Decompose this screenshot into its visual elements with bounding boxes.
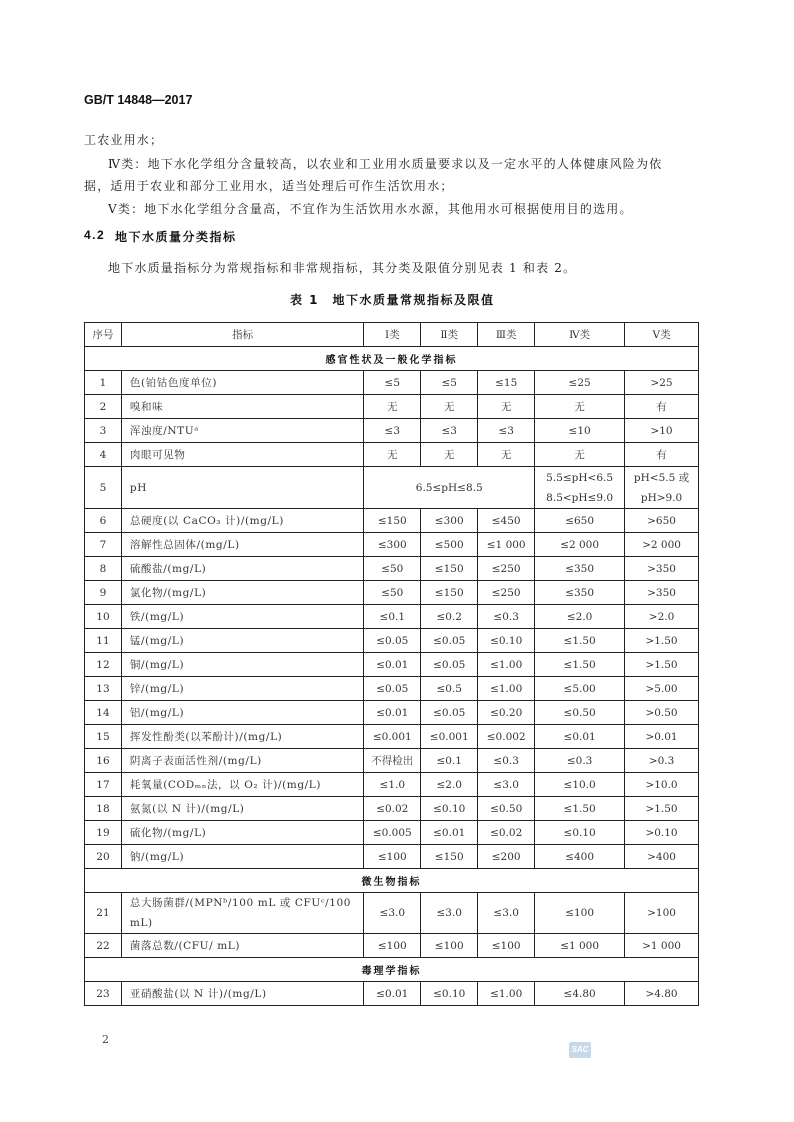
limit-value: ≤3 — [364, 419, 421, 443]
limit-value: ≤1.50 — [535, 653, 625, 677]
limit-value: 有 — [625, 395, 699, 419]
limit-value: ≤0.01 — [421, 821, 478, 845]
paragraph: 地下水质量指标分为常规指标和非常规指标，其分类及限值分别见表 1 和表 2。 — [108, 261, 577, 275]
indicator-name: 耗氧量(CODₘₙ法，以 O₂ 计)/(mg/L) — [121, 773, 363, 797]
table-row — [85, 934, 699, 958]
table-row — [85, 893, 699, 934]
limit-value: ≤0.05 — [421, 629, 478, 653]
indicator-name: 嗅和味 — [121, 395, 363, 419]
section-number: 4.2 — [84, 228, 106, 242]
indicator-name: 氯化物/(mg/L) — [121, 581, 363, 605]
row-number: 1 — [85, 371, 122, 395]
table-row — [85, 371, 699, 395]
limit-value: 5.5≤pH<6.5 8.5<pH≤9.0 — [535, 467, 625, 509]
table-row — [85, 467, 699, 509]
limit-value: ≤3.0 — [478, 893, 535, 934]
row-number: 8 — [85, 557, 122, 581]
limit-value: ≤0.005 — [364, 821, 421, 845]
limit-value: 无 — [478, 395, 535, 419]
indicator-name: 菌落总数/(CFU/ mL) — [121, 934, 363, 958]
limit-value: >2 000 — [625, 533, 699, 557]
limit-value: ≤2 000 — [535, 533, 625, 557]
table-row — [85, 557, 699, 581]
limit-value: ≤300 — [421, 509, 478, 533]
table-row — [85, 419, 699, 443]
indicator-name: 溶解性总固体/(mg/L) — [121, 533, 363, 557]
limit-value: ≤2.0 — [535, 605, 625, 629]
table-row — [85, 725, 699, 749]
limit-value: >350 — [625, 557, 699, 581]
limit-value: ≤0.001 — [364, 725, 421, 749]
limit-value: ≤10 — [535, 419, 625, 443]
limit-value: ≤1.00 — [478, 982, 535, 1006]
section-label: 感官性状及一般化学指标 — [85, 347, 699, 371]
limit-value: ≤0.5 — [421, 677, 478, 701]
limit-value: >25 — [625, 371, 699, 395]
table-row — [85, 533, 699, 557]
limit-value: ≤200 — [478, 845, 535, 869]
row-number: 3 — [85, 419, 122, 443]
limit-value: 有 — [625, 443, 699, 467]
limit-value: ≤0.50 — [535, 701, 625, 725]
column-header: Ⅴ类 — [625, 323, 699, 347]
limit-value: ≤350 — [535, 557, 625, 581]
limit-value: ≤150 — [421, 581, 478, 605]
indicator-name: 总大肠菌群/(MPNᵇ/100 mL 或 CFUᶜ/100 mL) — [121, 893, 363, 934]
limit-value: 无 — [421, 443, 478, 467]
indicator-name: 钠/(mg/L) — [121, 845, 363, 869]
section-label: 微生物指标 — [85, 869, 699, 893]
row-number: 21 — [85, 893, 122, 934]
limit-value: >4.80 — [625, 982, 699, 1006]
limit-value: ≤3.0 — [364, 893, 421, 934]
limit-value: ≤3.0 — [421, 893, 478, 934]
indicator-name: 总硬度(以 CaCO₃ 计)/(mg/L) — [121, 509, 363, 533]
limit-value: ≤10.0 — [535, 773, 625, 797]
row-number: 2 — [85, 395, 122, 419]
row-number: 10 — [85, 605, 122, 629]
limit-value: ≤50 — [364, 557, 421, 581]
row-number: 19 — [85, 821, 122, 845]
limit-value: >1.50 — [625, 797, 699, 821]
row-number: 5 — [85, 467, 122, 509]
limit-value: ≤1 000 — [478, 533, 535, 557]
limit-value: ≤300 — [364, 533, 421, 557]
indicator-name: 硫化物/(mg/L) — [121, 821, 363, 845]
limit-value: >10.0 — [625, 773, 699, 797]
limit-value: ≤150 — [364, 509, 421, 533]
row-number: 7 — [85, 533, 122, 557]
row-number: 23 — [85, 982, 122, 1006]
indicator-name: 铝/(mg/L) — [121, 701, 363, 725]
section-label: 毒理学指标 — [85, 958, 699, 982]
limit-value: >0.3 — [625, 749, 699, 773]
water-quality-table — [84, 322, 699, 1006]
indicator-name: 浑浊度/NTUᵃ — [121, 419, 363, 443]
limit-value: ≤0.05 — [421, 653, 478, 677]
indicator-name: 肉眼可见物 — [121, 443, 363, 467]
limit-value: >0.10 — [625, 821, 699, 845]
limit-value: ≤250 — [478, 557, 535, 581]
section-title: 地下水质量分类指标 — [115, 230, 237, 244]
limit-value: ≤5 — [364, 371, 421, 395]
limit-value: ≤0.3 — [535, 749, 625, 773]
paragraph: 据，适用于农业和部分工业用水，适当处理后可作生活饮用水； — [84, 179, 454, 193]
limit-value: ≤450 — [478, 509, 535, 533]
table-row — [85, 797, 699, 821]
column-header: Ⅰ类 — [364, 323, 421, 347]
limit-value: >400 — [625, 845, 699, 869]
limit-value: >2.0 — [625, 605, 699, 629]
row-number: 11 — [85, 629, 122, 653]
table-row — [85, 653, 699, 677]
limit-value: ≤0.05 — [364, 629, 421, 653]
row-number: 22 — [85, 934, 122, 958]
row-number: 14 — [85, 701, 122, 725]
row-number: 12 — [85, 653, 122, 677]
row-number: 6 — [85, 509, 122, 533]
limit-value: ≤1.50 — [535, 797, 625, 821]
limit-value: ≤0.2 — [421, 605, 478, 629]
limit-value: ≤3.0 — [478, 773, 535, 797]
limit-value: ≤650 — [535, 509, 625, 533]
table-row — [85, 677, 699, 701]
column-header: 序号 — [85, 323, 122, 347]
limit-value: ≤150 — [421, 557, 478, 581]
row-number: 13 — [85, 677, 122, 701]
sac-logo: SAC — [569, 1042, 591, 1058]
row-number: 18 — [85, 797, 122, 821]
limit-value: 无 — [478, 443, 535, 467]
row-number: 20 — [85, 845, 122, 869]
limit-value: >0.01 — [625, 725, 699, 749]
paragraph: Ⅴ类：地下水化学组分含量高，不宜作为生活饮用水水源，其他用水可根据使用目的选用。 — [108, 202, 633, 216]
indicator-name: 阴离子表面活性剂/(mg/L) — [121, 749, 363, 773]
limit-value: 6.5≤pH≤8.5 — [364, 467, 535, 509]
indicator-name: 锌/(mg/L) — [121, 677, 363, 701]
limit-value: >100 — [625, 893, 699, 934]
indicator-name: 挥发性酚类(以苯酚计)/(mg/L) — [121, 725, 363, 749]
limit-value: ≤400 — [535, 845, 625, 869]
limit-value: ≤0.10 — [421, 797, 478, 821]
limit-value: ≤0.50 — [478, 797, 535, 821]
table-row — [85, 581, 699, 605]
limit-value: ≤4.80 — [535, 982, 625, 1006]
column-header: Ⅱ类 — [421, 323, 478, 347]
row-number: 15 — [85, 725, 122, 749]
limit-value: ≤0.20 — [478, 701, 535, 725]
limit-value: ≤1.0 — [364, 773, 421, 797]
indicator-name: 铜/(mg/L) — [121, 653, 363, 677]
limit-value: ≤100 — [535, 893, 625, 934]
limit-value: ≤0.001 — [421, 725, 478, 749]
limit-value: >5.00 — [625, 677, 699, 701]
indicator-name: 色(铂钴色度单位) — [121, 371, 363, 395]
limit-value: ≤0.10 — [478, 629, 535, 653]
indicator-name: 锰/(mg/L) — [121, 629, 363, 653]
limit-value: ≤1.00 — [478, 653, 535, 677]
table-row — [85, 701, 699, 725]
limit-value: ≤2.0 — [421, 773, 478, 797]
limit-value: 无 — [535, 395, 625, 419]
standard-number: GB/T 14848—2017 — [84, 93, 193, 107]
limit-value: >1.50 — [625, 629, 699, 653]
limit-value: ≤0.01 — [364, 701, 421, 725]
table-row — [85, 605, 699, 629]
limit-value: ≤100 — [364, 845, 421, 869]
limit-value: ≤0.002 — [478, 725, 535, 749]
table-row — [85, 443, 699, 467]
row-number: 9 — [85, 581, 122, 605]
table-row — [85, 821, 699, 845]
limit-value: >0.50 — [625, 701, 699, 725]
table-section-row — [85, 347, 699, 371]
limit-value: ≤1 000 — [535, 934, 625, 958]
page-number: 2 — [102, 1033, 109, 1046]
indicator-name: 铁/(mg/L) — [121, 605, 363, 629]
limit-value: ≤0.3 — [478, 749, 535, 773]
indicator-name: pH — [121, 467, 363, 509]
limit-value: 无 — [364, 395, 421, 419]
table-row — [85, 749, 699, 773]
limit-value: ≤25 — [535, 371, 625, 395]
limit-value: pH<5.5 或 pH>9.0 — [625, 467, 699, 509]
paragraph: Ⅳ类：地下水化学组分含量较高，以农业和工业用水质量要求以及一定水平的人体健康风险为依 — [108, 157, 663, 171]
limit-value: ≤0.05 — [421, 701, 478, 725]
table-row — [85, 629, 699, 653]
limit-value: ≤0.02 — [364, 797, 421, 821]
limit-value: >1.50 — [625, 653, 699, 677]
limit-value: ≤0.1 — [421, 749, 478, 773]
limit-value: ≤5.00 — [535, 677, 625, 701]
indicator-name: 氨氮(以 N 计)/(mg/L) — [121, 797, 363, 821]
row-number: 17 — [85, 773, 122, 797]
limit-value: >1 000 — [625, 934, 699, 958]
limit-value: ≤1.00 — [478, 677, 535, 701]
limit-value: ≤3 — [421, 419, 478, 443]
limit-value: ≤1.50 — [535, 629, 625, 653]
limit-value: ≤0.3 — [478, 605, 535, 629]
limit-value: ≤0.05 — [364, 677, 421, 701]
limit-value: ≤100 — [478, 934, 535, 958]
table-header-row — [85, 323, 699, 347]
limit-value: ≤100 — [421, 934, 478, 958]
limit-value: ≤0.01 — [364, 982, 421, 1006]
limit-value: ≤150 — [421, 845, 478, 869]
limit-value: ≤100 — [364, 934, 421, 958]
limit-value: ≤0.01 — [535, 725, 625, 749]
table-section-row — [85, 869, 699, 893]
limit-value: ≤0.10 — [421, 982, 478, 1006]
table-row — [85, 982, 699, 1006]
limit-value: ≤5 — [421, 371, 478, 395]
row-number: 4 — [85, 443, 122, 467]
limit-value: ≤0.1 — [364, 605, 421, 629]
limit-value: ≤250 — [478, 581, 535, 605]
limit-value: ≤500 — [421, 533, 478, 557]
limit-value: ≤15 — [478, 371, 535, 395]
table-section-row — [85, 958, 699, 982]
indicator-name: 硫酸盐/(mg/L) — [121, 557, 363, 581]
limit-value: >650 — [625, 509, 699, 533]
limit-value: 无 — [535, 443, 625, 467]
limit-value: ≤50 — [364, 581, 421, 605]
table-row — [85, 845, 699, 869]
column-header: Ⅳ类 — [535, 323, 625, 347]
limit-value: >10 — [625, 419, 699, 443]
limit-value: >350 — [625, 581, 699, 605]
limit-value: 无 — [421, 395, 478, 419]
table-row — [85, 395, 699, 419]
limit-value: 无 — [364, 443, 421, 467]
table-title: 表 1 地下水质量常规指标及限值 — [290, 293, 495, 307]
limit-value: ≤0.10 — [535, 821, 625, 845]
limit-value: ≤3 — [478, 419, 535, 443]
limit-value: ≤0.01 — [364, 653, 421, 677]
column-header: 指标 — [121, 323, 363, 347]
limit-value: ≤350 — [535, 581, 625, 605]
limit-value: 不得检出 — [364, 749, 421, 773]
table-row — [85, 509, 699, 533]
row-number: 16 — [85, 749, 122, 773]
table-row — [85, 773, 699, 797]
indicator-name: 亚硝酸盐(以 N 计)/(mg/L) — [121, 982, 363, 1006]
paragraph: 工农业用水； — [84, 133, 164, 147]
limit-value: ≤0.02 — [478, 821, 535, 845]
column-header: Ⅲ类 — [478, 323, 535, 347]
